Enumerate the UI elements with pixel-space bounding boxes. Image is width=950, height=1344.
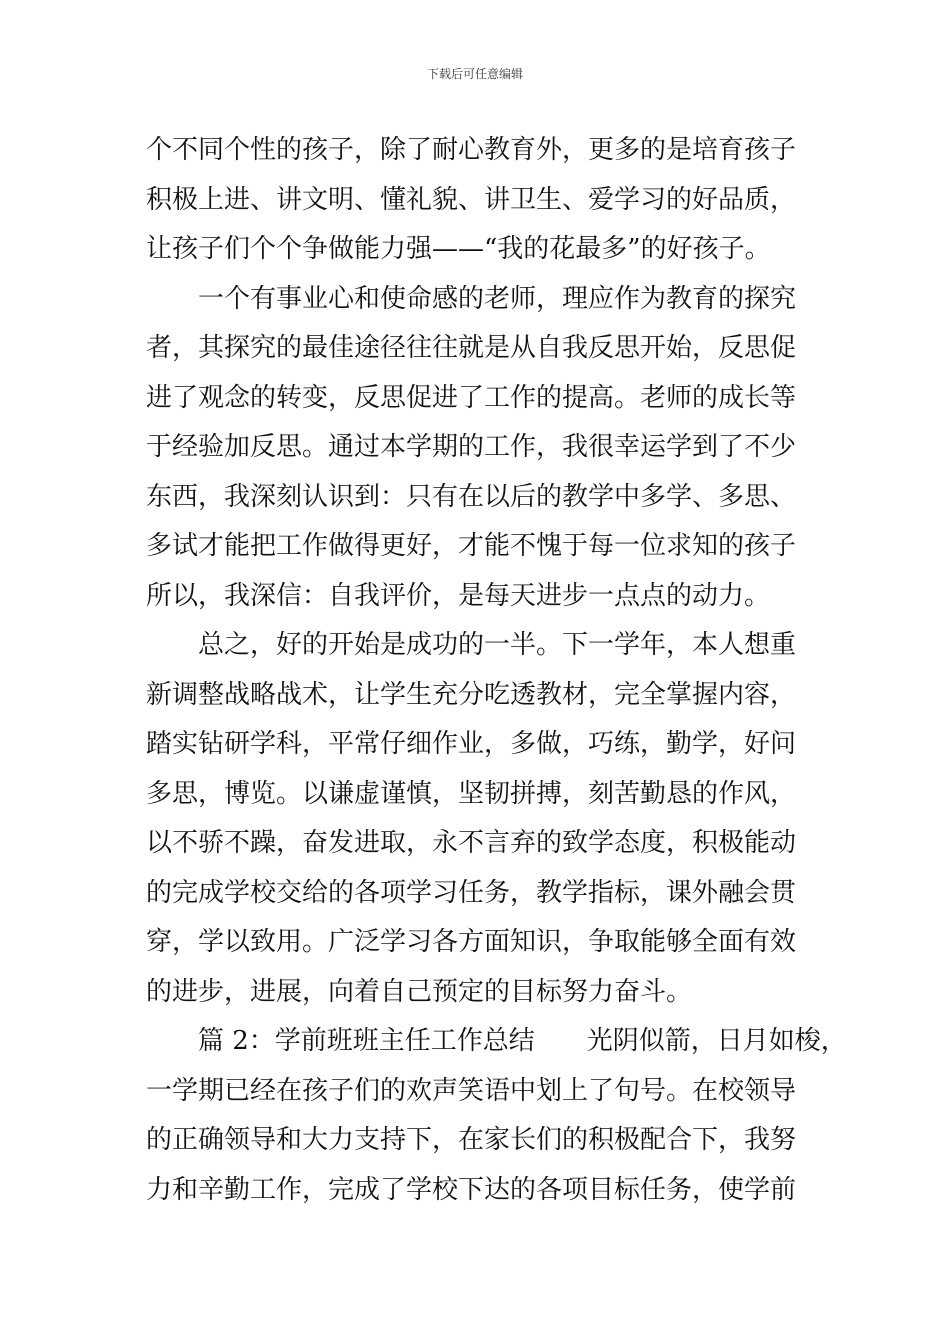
text-line: 的完成学校交给的各项学习任务，教学指标，课外融会贯 [146,877,797,908]
text-line: 个不同个性的孩子，除了耐心教育外，更多的是培育孩子 [146,135,797,165]
text-line: 者，其探究的最佳途径往往就是从自我反思开始，反思促 [146,333,797,363]
text-line: 让孩子们个个争做能力强——“我的花最多”的好孩子。 [146,234,771,264]
text-line: 所以，我深信：自我评价，是每天进步一点点的动力。 [146,580,771,611]
text-line: 新调整战略战术，让学生充分吃透教材，完全掌握内容， [146,679,797,710]
text-line: 多试才能把工作做得更好，才能不愧于每一位求知的孩子 [146,531,797,561]
text-line: 的正确领导和大力支持下，在家长们的积极配合下，我努 [146,1125,797,1155]
body-text [146,126,847,1215]
text-line: 穿，学以致用。广泛学习各方面知识，争取能够全面有效 [146,927,797,957]
text-line: 于经验加反思。通过本学期的工作，我很幸运学到了不少 [146,432,797,462]
text-line: 以不骄不躁，奋发进取，永不言弃的致学态度，积极能动 [146,828,797,858]
text-line: 东西，我深刻认识到：只有在以后的教学中多学、多思、 [146,481,797,512]
text-line: 的进步，进展，向着自己预定的目标努力奋斗。 [146,976,693,1007]
page-header: 下载后可任意编辑 [426,67,523,81]
text-line: 篇 2：学前班班主任工作总结 光阴似箭，日月如梭， [146,1026,847,1056]
text-line: 积极上进、讲文明、懂礼貌、讲卫生、爱学习的好品质， [146,184,797,215]
text-line: 多思，博览。以谦虚谨慎，坚韧拼搏，刻苦勤恳的作风， [146,778,797,809]
text-line: 力和辛勤工作，完成了学校下达的各项目标任务，使学前 [146,1174,797,1205]
text-line: 进了观念的转变，反思促进了工作的提高。老师的成长等 [146,382,797,413]
text-line: 一个有事业心和使命感的老师，理应作为教育的探究 [146,283,797,314]
text-line: 踏实钻研学科，平常仔细作业，多做，巧练，勤学，好问 [146,729,797,759]
text-line: 一学期已经在孩子们的欢声笑语中划上了句号。在校领导 [146,1075,797,1106]
text-line: 总之，好的开始是成功的一半。下一学年，本人想重 [146,630,797,660]
